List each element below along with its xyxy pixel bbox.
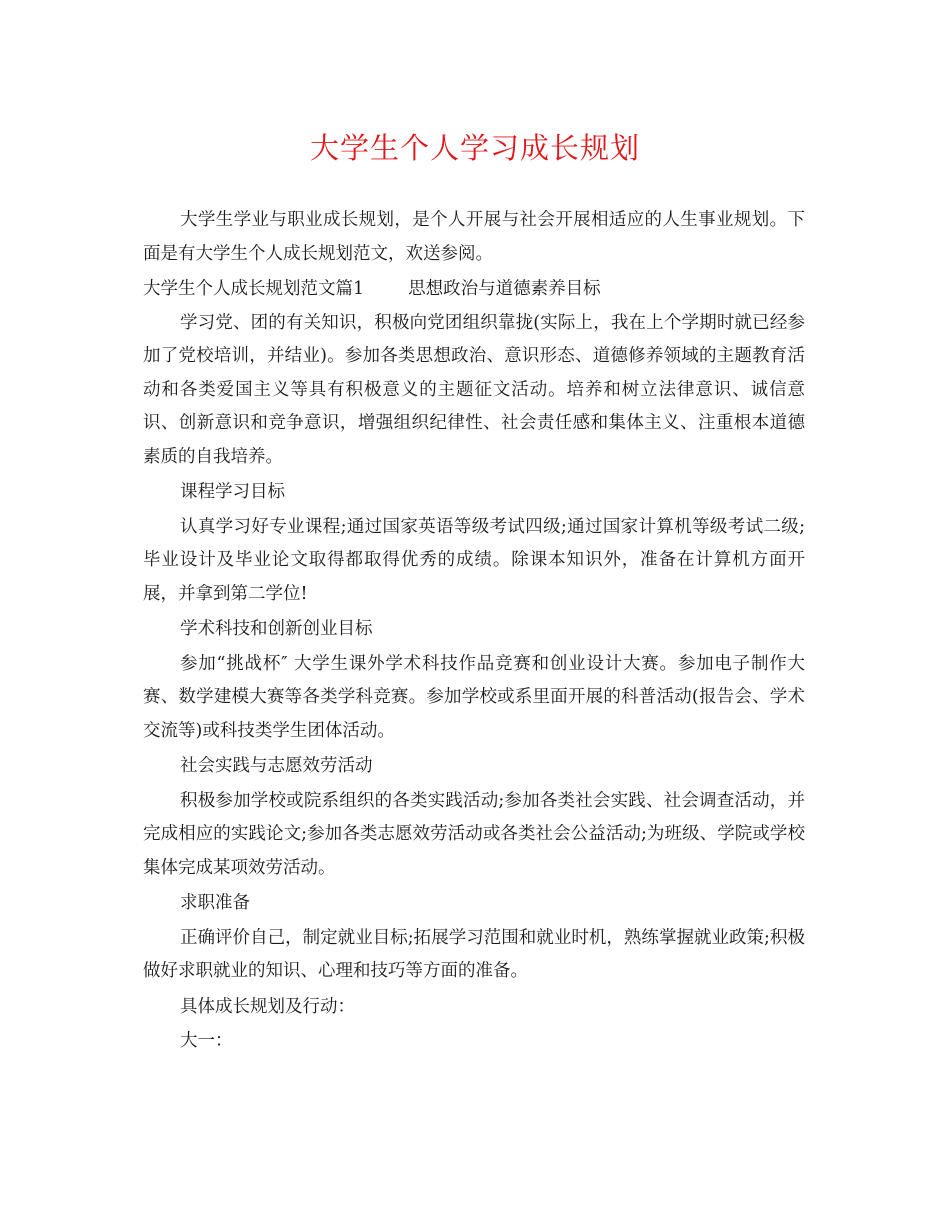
section3-body: 参加“挑战杯″ 大学生课外学术科技作品竞赛和创业设计大赛。参加电子制作大赛、数学建模大赛等各类学科竞赛。参加学校或系里面开展的科普活动(报告会、学术交流等)或科技类学生团体活动。 — [143, 653, 805, 741]
sample-heading-row — [143, 273, 805, 307]
section3-heading: 学术科技和创新创业目标 — [180, 619, 373, 639]
sample-label: 大学生个人成长规划范文篇1 — [143, 279, 365, 299]
section4-heading: 社会实践与志愿效劳活动 — [180, 756, 373, 776]
section5-heading: 求职准备 — [180, 893, 250, 913]
document-title: 大学生个人学习成长规划 — [309, 131, 640, 165]
section2-body: 认真学习好专业课程;通过国家英语等级考试四级;通过国家计算机等级考试二级;毕业设计及毕业论文取得都取得优秀的成绩。除课本知识外，准备在计算机方面开展，并拿到第二学位! — [143, 516, 805, 604]
section1-body: 学习党、团的有关知识，积极向党团组织靠拢(实际上，我在上个学期时就已经参加了党校培训，并结业)。参加各类思想政治、意识形态、道德修养领域的主题教育活动和各类爱国主义等具有积极意义的主题征文活动。培养和树立法律意识、诚信意识、创新意识和竞争意识，增强组织纪律性、社会责任感和集体主义、注重根本道德素质的自我培养。 — [143, 312, 805, 467]
document-body — [143, 204, 805, 1060]
section2-heading: 课程学习目标 — [180, 482, 285, 502]
intro-paragraph: 大学生学业与职业成长规划，是个人开展与社会开展相适应的人生事业规划。下面是有大学生个人成长规划范文，欢送参阅。 — [143, 210, 805, 264]
section4-body: 积极参加学校或院系组织的各类实践活动;参加各类社会实践、社会调查活动，并完成相应的实践论文;参加各类志愿效劳活动或各类社会公益活动;为班级、学院或学校集体完成某项效劳活动。 — [143, 790, 805, 878]
section5-body: 正确评价自己，制定就业目标;拓展学习范围和就业时机，熟练掌握就业政策;积极做好求职就业的知识、心理和技巧等方面的准备。 — [143, 927, 805, 981]
plan-heading: 具体成长规划及行动： — [180, 996, 355, 1017]
heading-spacer — [364, 273, 408, 307]
section1-heading: 思想政治与道德素养目标 — [408, 279, 601, 299]
year1-heading: 大一： — [180, 1031, 233, 1051]
